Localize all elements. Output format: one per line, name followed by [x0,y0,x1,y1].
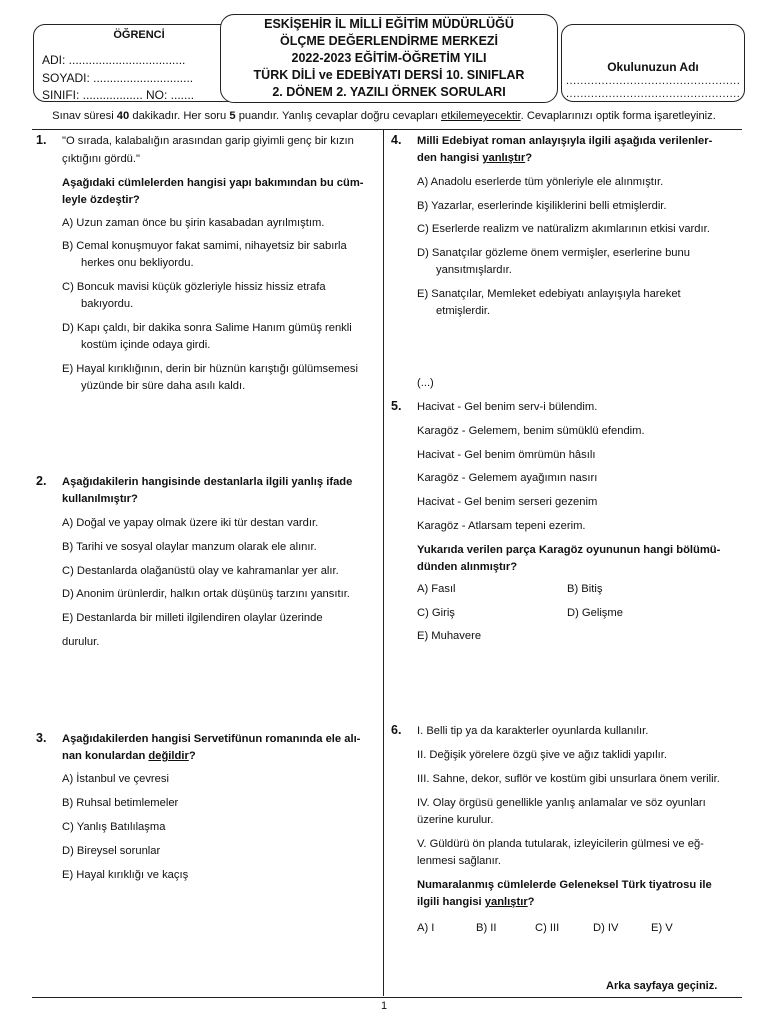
q4-ellipsis: (...) [417,377,434,389]
q4-option-c[interactable]: C) Eserlerde realizm ve natüralizm akımlarının etkisi vardır. [417,223,710,235]
q4-stem-line-2 [417,150,532,167]
q3-stem-qmark: ? [188,750,196,762]
instruction-emphasis: etkilemeyecektir [441,110,521,122]
q4-option-e-cont: etmişlerdir. [436,305,491,317]
q3-option-e[interactable]: E) Hayal kırıklığı ve kaçış [62,869,189,881]
q5-dialogue-line-5: Hacivat - Gel benim serseri gezenim [417,496,598,508]
q3-stem-line-2 [62,748,196,765]
q3-option-d[interactable]: D) Bireysel sorunlar [62,845,161,857]
q1-option-b-cont: herkes onu bekliyordu. [81,257,194,269]
instruction-text: puandır. Yanlış cevaplar doğru cevapları [235,110,442,122]
q6-statement-3: III. Sahne, dekor, suflör ve kostüm gibi unsurlara önem verilir. [417,773,720,785]
q5-stem-line-1: Yukarıda verilen parça Karagöz oyununun hangi bölümü- [417,544,721,556]
q5-option-d[interactable]: D) Gelişme [567,607,623,619]
q2-option-e[interactable]: E) Destanlarda bir milleti ilgilendiren olaylar üzerinde [62,612,323,624]
q6-statement-4-cont: üzerine kurulur. [417,814,494,826]
q2-option-e-cont: durulur. [62,636,100,648]
bottom-divider [32,997,742,998]
q5-dialogue-line-6: Karagöz - Atlarsam tepeni ezerim. [417,520,586,532]
q4-stem-line-1: Milli Edebiyat roman anlayışıyla ilgili aşağıda verilenler- [417,135,713,147]
exam-title-line-3: 2022-2023 EĞİTİM-ÖĞRETİM YILI [291,51,487,65]
q4-option-b[interactable]: B) Yazarlar, eserlerinde kişiliklerini belli etmişlerdir. [417,200,667,212]
q1-quote-line-1: "O sırada, kalabalığın arasından garip giyimli genç bir kızın [62,135,354,147]
student-surname-field: SOYADI: .............................. [42,71,194,85]
q3-option-c[interactable]: C) Yanlış Batılılaşma [62,821,166,833]
exam-header [33,14,743,102]
q1-stem-line-1: Aşağıdaki cümlelerden hangisi yapı bakımından bu cüm- [62,177,364,189]
duration-value: 40 [116,110,130,122]
instruction-text: . Cevaplarınızı optik forma işaretleyiniz. [520,110,716,122]
points-value: 5 [229,110,236,122]
q5-dialogue-line-1: Hacivat - Gel benim serv-i bülendim. [417,401,598,413]
q3-option-b[interactable]: B) Ruhsal betimlemeler [62,797,179,809]
q2-option-b[interactable]: B) Tarihi ve sosyal olaylar manzum olarak ele alınır. [62,541,317,553]
q1-option-d[interactable]: D) Kapı çaldı, bir dakika sonra Salime Hanım gümüş renkli [62,322,352,334]
next-page-note: Arka sayfaya geçiniz. [606,980,718,992]
exam-title-box [220,14,558,103]
q1-option-e[interactable]: E) Hayal kırıklığının, derin bir hüznün karıştığı gülümsemesi [62,363,358,375]
q4-stem-negation: yanlıştır [482,152,526,164]
q1-quote-line-2: çıktığını gördü." [62,153,140,165]
q4-option-d[interactable]: D) Sanatçılar gözleme önem vermişler, eserlerine bunu [417,247,690,259]
q2-stem-line-2: kullanılmıştır? [62,493,138,505]
school-name-line-2: ................................................. [566,88,741,100]
q1-stem-line-2: leyle özdeştir? [62,194,140,206]
question-2-number: 2. [36,474,47,488]
q1-option-b[interactable]: B) Cemal konuşmuyor fakat samimi, nihayetsiz bir sabırla [62,240,347,252]
q5-option-a[interactable]: A) Fasıl [417,583,456,595]
exam-title-line-4: TÜRK DİLİ ve EDEBİYATI DERSİ 10. SINIFLAR [253,68,525,82]
q3-stem-negation: değildir [148,750,189,762]
student-name-field: ADI: ................................... [42,53,186,67]
question-1-number: 1. [36,133,47,147]
q4-stem-qmark: ? [525,152,533,164]
q2-option-c[interactable]: C) Destanlarda olağanüstü olay ve kahramanlar yer alır. [62,565,339,577]
q4-option-d-cont: yansıtmışlardır. [436,264,512,276]
q3-option-a[interactable]: A) İstanbul ve çevresi [62,773,169,785]
q4-option-e[interactable]: E) Sanatçılar, Memleket edebiyatı anlayışıyla hareket [417,288,681,300]
school-name-line-1: ................................................. [566,75,741,87]
q1-option-e-cont: yüzünde bir süre daha asılı kaldı. [81,380,246,392]
q5-stem-line-2: dünden alınmıştır? [417,561,518,573]
school-title: Okulunuzun Adı [607,60,699,74]
q4-option-a[interactable]: A) Anadolu eserlerde tüm yönleriyle ele alınmıştır. [417,176,664,188]
column-divider [383,130,384,996]
q6-stem-line-1: Numaralanmış cümlelerde Geleneksel Türk tiyatrosu ile [417,879,712,891]
q6-stem-text: ilgili hangisi [417,896,485,908]
q5-option-b[interactable]: B) Bitiş [567,583,603,595]
instruction-text: dakikadır. Her soru [129,110,230,122]
exam-instructions [0,110,768,122]
q6-option-c[interactable]: C) III [535,922,560,934]
q2-option-d[interactable]: D) Anonim ürünlerdir, halkın ortak düşünüş tarzını yansıtır. [62,588,350,600]
q3-stem-text: nan konulardan [62,750,149,762]
q5-option-c[interactable]: C) Giriş [417,607,455,619]
q6-statement-1: I. Belli tip ya da karakterler oyunlarda kullanılır. [417,725,649,737]
q4-stem-text: den hangisi [417,152,483,164]
q1-option-c-cont: bakıyordu. [81,298,134,310]
student-class-field: SINIFI: .................. NO: ....... [42,88,195,102]
q1-option-a[interactable]: A) Uzun zaman önce bu şirin kasabadan ayrılmıştım. [62,217,325,229]
q1-option-d-cont: kostüm içinde odaya girdi. [81,339,211,351]
q6-statement-5-cont: lenmesi sağlanır. [417,855,501,867]
q6-option-d[interactable]: D) IV [593,922,619,934]
school-name-box [561,24,745,102]
q6-stem-negation: yanlıştır [484,896,528,908]
page-number: 1 [380,1000,388,1012]
q5-dialogue-line-3: Hacivat - Gel benim ömrümün hâsılı [417,449,596,461]
q6-stem-qmark: ? [527,896,535,908]
question-5-number: 5. [391,399,402,413]
q6-option-b[interactable]: B) II [476,922,497,934]
question-3-number: 3. [36,731,47,745]
top-divider [32,129,742,130]
exam-title-line-5: 2. DÖNEM 2. YAZILI ÖRNEK SORULARI [272,85,506,99]
q6-statement-2: II. Değişik yörelere özgü şive ve ağız taklidi yapılır. [417,749,667,761]
instruction-text: Sınav süresi [52,110,117,122]
q1-option-c[interactable]: C) Boncuk mavisi küçük gözleriyle hissiz hissiz etrafa [62,281,326,293]
q6-option-a[interactable]: A) I [417,922,435,934]
question-6-number: 6. [391,723,402,737]
q3-stem-line-1: Aşağıdakilerden hangisi Servetifünun romanında ele alı- [62,733,361,745]
q6-statement-5: V. Güldürü ön planda tutularak, izleyicilerin gülmesi ve eğ- [417,838,704,850]
student-title: ÖĞRENCİ [113,29,165,41]
q5-dialogue-line-2: Karagöz - Gelemem, benim sümüklü efendim. [417,425,645,437]
exam-title-line-2: ÖLÇME DEĞERLENDİRME MERKEZİ [279,34,499,48]
q5-option-e[interactable]: E) Muhavere [417,630,482,642]
student-info-box [33,24,245,102]
q5-dialogue-line-4: Karagöz - Gelemem ayağımın nasırı [417,472,598,484]
question-4-number: 4. [391,133,402,147]
q6-statement-4: IV. Olay örgüsü genellikle yanlış anlamalar ve söz oyunları [417,797,706,809]
q2-stem-line-1: Aşağıdakilerin hangisinde destanlarla ilgili yanlış ifade [62,476,353,488]
q2-option-a[interactable]: A) Doğal ve yapay olmak üzere iki tür destan vardır. [62,517,319,529]
exam-title-line-1: ESKİŞEHİR İL MİLLİ EĞİTİM MÜDÜRLÜĞÜ [264,17,514,31]
q6-stem-line-2 [417,894,535,911]
q6-option-e[interactable]: E) V [651,922,673,934]
